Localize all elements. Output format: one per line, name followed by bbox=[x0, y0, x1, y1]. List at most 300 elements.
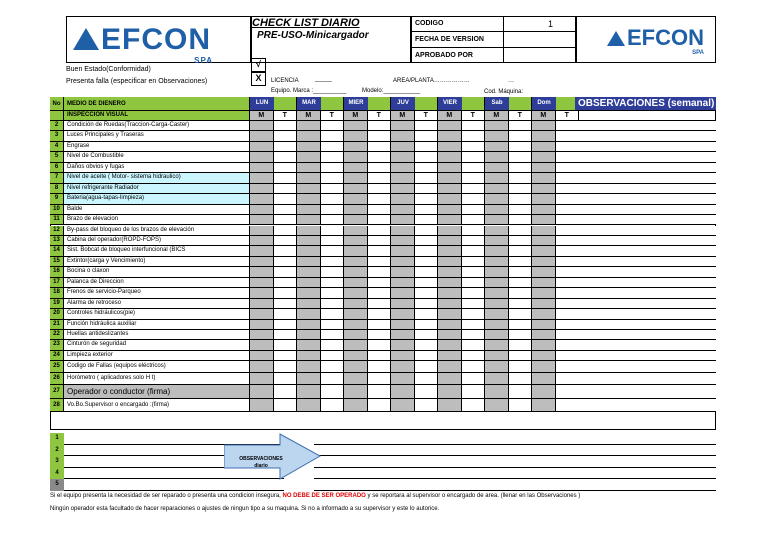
check-cell-m[interactable] bbox=[250, 184, 274, 193]
check-cell-t[interactable] bbox=[415, 340, 439, 349]
check-cell-t[interactable] bbox=[509, 163, 533, 172]
check-cell-t[interactable] bbox=[274, 267, 298, 276]
check-cell-t[interactable] bbox=[509, 184, 533, 193]
check-cell-m[interactable] bbox=[391, 215, 415, 224]
check-cell-t[interactable] bbox=[274, 142, 298, 151]
check-cell-t[interactable] bbox=[368, 173, 392, 182]
check-cell-m[interactable] bbox=[485, 361, 509, 372]
check-cell-m[interactable] bbox=[391, 142, 415, 151]
check-cell-m[interactable] bbox=[344, 267, 368, 276]
check-cell-m[interactable] bbox=[250, 385, 274, 398]
check-cell-m[interactable] bbox=[391, 121, 415, 130]
check-cell-m[interactable] bbox=[485, 194, 509, 203]
check-cell-t[interactable] bbox=[368, 152, 392, 161]
check-cell-m[interactable] bbox=[344, 309, 368, 318]
check-cell-m[interactable] bbox=[250, 351, 274, 360]
check-cell-m[interactable] bbox=[297, 330, 321, 339]
observation-cell[interactable] bbox=[575, 278, 716, 287]
check-cell-m[interactable] bbox=[297, 340, 321, 349]
check-cell-t[interactable] bbox=[509, 121, 533, 130]
check-cell-m[interactable] bbox=[297, 194, 321, 203]
check-cell-m[interactable] bbox=[250, 320, 274, 329]
observation-cell[interactable] bbox=[575, 373, 716, 384]
check-cell-t[interactable] bbox=[274, 351, 298, 360]
check-cell-m[interactable] bbox=[485, 299, 509, 308]
check-cell-m[interactable] bbox=[250, 215, 274, 224]
check-cell-t[interactable] bbox=[415, 163, 439, 172]
check-cell-t[interactable] bbox=[321, 399, 345, 411]
check-cell-m[interactable] bbox=[438, 194, 462, 203]
check-cell-t[interactable] bbox=[509, 340, 533, 349]
check-cell-t[interactable] bbox=[274, 399, 298, 411]
check-cell-t[interactable] bbox=[368, 236, 392, 245]
check-cell-t[interactable] bbox=[462, 121, 486, 130]
check-cell-t[interactable] bbox=[368, 205, 392, 214]
check-cell-m[interactable] bbox=[391, 399, 415, 411]
observation-cell[interactable] bbox=[575, 257, 716, 266]
check-cell-m[interactable] bbox=[485, 278, 509, 287]
check-cell-m[interactable] bbox=[250, 288, 274, 297]
check-cell-t[interactable] bbox=[415, 184, 439, 193]
check-cell-m[interactable] bbox=[438, 340, 462, 349]
check-cell-t[interactable] bbox=[368, 278, 392, 287]
check-cell-m[interactable] bbox=[532, 184, 556, 193]
check-cell-m[interactable] bbox=[250, 226, 274, 235]
check-cell-m[interactable] bbox=[485, 142, 509, 151]
check-cell-m[interactable] bbox=[485, 351, 509, 360]
check-cell-m[interactable] bbox=[485, 373, 509, 384]
check-cell-m[interactable] bbox=[532, 226, 556, 235]
check-cell-t[interactable] bbox=[462, 131, 486, 140]
check-cell-m[interactable] bbox=[344, 361, 368, 372]
check-cell-m[interactable] bbox=[438, 299, 462, 308]
check-cell-m[interactable] bbox=[297, 173, 321, 182]
check-cell-m[interactable] bbox=[250, 142, 274, 151]
check-cell-t[interactable] bbox=[368, 194, 392, 203]
check-cell-m[interactable] bbox=[485, 163, 509, 172]
check-cell-m[interactable] bbox=[532, 194, 556, 203]
check-cell-m[interactable] bbox=[485, 288, 509, 297]
check-cell-t[interactable] bbox=[462, 246, 486, 255]
check-cell-m[interactable] bbox=[344, 320, 368, 329]
check-cell-m[interactable] bbox=[344, 257, 368, 266]
check-cell-t[interactable] bbox=[509, 205, 533, 214]
check-cell-t[interactable] bbox=[321, 205, 345, 214]
check-cell-m[interactable] bbox=[297, 288, 321, 297]
check-cell-t[interactable] bbox=[415, 373, 439, 384]
check-cell-t[interactable] bbox=[509, 173, 533, 182]
check-cell-t[interactable] bbox=[415, 299, 439, 308]
check-cell-m[interactable] bbox=[297, 163, 321, 172]
check-cell-t[interactable] bbox=[462, 205, 486, 214]
check-cell-m[interactable] bbox=[438, 205, 462, 214]
check-cell-m[interactable] bbox=[344, 278, 368, 287]
check-cell-m[interactable] bbox=[344, 215, 368, 224]
check-cell-m[interactable] bbox=[297, 142, 321, 151]
observation-cell[interactable] bbox=[575, 385, 716, 398]
check-cell-m[interactable] bbox=[344, 131, 368, 140]
check-cell-m[interactable] bbox=[297, 205, 321, 214]
check-cell-m[interactable] bbox=[485, 226, 509, 235]
check-cell-t[interactable] bbox=[321, 299, 345, 308]
check-cell-m[interactable] bbox=[250, 330, 274, 339]
check-cell-t[interactable] bbox=[415, 309, 439, 318]
check-cell-m[interactable] bbox=[532, 121, 556, 130]
check-cell-m[interactable] bbox=[532, 320, 556, 329]
check-cell-m[interactable] bbox=[344, 399, 368, 411]
check-cell-m[interactable] bbox=[532, 246, 556, 255]
check-cell-t[interactable] bbox=[462, 351, 486, 360]
check-cell-t[interactable] bbox=[462, 236, 486, 245]
check-cell-m[interactable] bbox=[297, 226, 321, 235]
check-cell-t[interactable] bbox=[368, 226, 392, 235]
check-cell-m[interactable] bbox=[532, 299, 556, 308]
check-cell-m[interactable] bbox=[438, 361, 462, 372]
check-cell-m[interactable] bbox=[391, 385, 415, 398]
check-cell-m[interactable] bbox=[438, 288, 462, 297]
check-cell-m[interactable] bbox=[391, 194, 415, 203]
check-cell-t[interactable] bbox=[415, 278, 439, 287]
check-cell-t[interactable] bbox=[509, 288, 533, 297]
check-cell-t[interactable] bbox=[462, 152, 486, 161]
observation-cell[interactable] bbox=[575, 309, 716, 318]
check-cell-t[interactable] bbox=[415, 385, 439, 398]
check-cell-m[interactable] bbox=[250, 236, 274, 245]
check-cell-m[interactable] bbox=[532, 173, 556, 182]
check-cell-m[interactable] bbox=[532, 309, 556, 318]
check-cell-t[interactable] bbox=[321, 226, 345, 235]
check-cell-m[interactable] bbox=[344, 236, 368, 245]
observation-cell[interactable] bbox=[575, 163, 716, 172]
check-cell-t[interactable] bbox=[509, 373, 533, 384]
check-cell-m[interactable] bbox=[438, 226, 462, 235]
check-cell-t[interactable] bbox=[462, 163, 486, 172]
check-cell-m[interactable] bbox=[391, 299, 415, 308]
check-cell-m[interactable] bbox=[250, 257, 274, 266]
check-cell-m[interactable] bbox=[297, 152, 321, 161]
observation-cell[interactable] bbox=[575, 299, 716, 308]
check-cell-m[interactable] bbox=[532, 152, 556, 161]
check-cell-t[interactable] bbox=[462, 184, 486, 193]
check-cell-t[interactable] bbox=[321, 236, 345, 245]
check-cell-m[interactable] bbox=[532, 163, 556, 172]
check-cell-m[interactable] bbox=[485, 205, 509, 214]
check-cell-t[interactable] bbox=[321, 361, 345, 372]
check-cell-t[interactable] bbox=[368, 320, 392, 329]
check-cell-t[interactable] bbox=[274, 121, 298, 130]
check-cell-m[interactable] bbox=[250, 299, 274, 308]
check-cell-m[interactable] bbox=[391, 288, 415, 297]
check-cell-m[interactable] bbox=[485, 131, 509, 140]
check-cell-m[interactable] bbox=[532, 399, 556, 411]
check-cell-m[interactable] bbox=[532, 330, 556, 339]
check-cell-t[interactable] bbox=[321, 320, 345, 329]
check-cell-t[interactable] bbox=[415, 194, 439, 203]
observation-cell[interactable] bbox=[575, 340, 716, 349]
check-cell-m[interactable] bbox=[250, 205, 274, 214]
check-cell-t[interactable] bbox=[415, 131, 439, 140]
check-cell-t[interactable] bbox=[415, 351, 439, 360]
check-cell-m[interactable] bbox=[297, 121, 321, 130]
check-cell-t[interactable] bbox=[321, 163, 345, 172]
check-cell-t[interactable] bbox=[274, 184, 298, 193]
check-cell-t[interactable] bbox=[321, 267, 345, 276]
check-cell-m[interactable] bbox=[250, 131, 274, 140]
check-cell-m[interactable] bbox=[438, 163, 462, 172]
check-cell-m[interactable] bbox=[532, 288, 556, 297]
check-cell-m[interactable] bbox=[344, 163, 368, 172]
check-cell-m[interactable] bbox=[250, 121, 274, 130]
check-cell-m[interactable] bbox=[344, 288, 368, 297]
check-cell-t[interactable] bbox=[509, 131, 533, 140]
check-cell-m[interactable] bbox=[485, 121, 509, 130]
check-cell-m[interactable] bbox=[344, 194, 368, 203]
check-cell-m[interactable] bbox=[297, 385, 321, 398]
check-cell-t[interactable] bbox=[415, 205, 439, 214]
check-cell-t[interactable] bbox=[415, 121, 439, 130]
check-cell-m[interactable] bbox=[297, 215, 321, 224]
check-cell-m[interactable] bbox=[485, 173, 509, 182]
check-cell-m[interactable] bbox=[344, 351, 368, 360]
check-cell-m[interactable] bbox=[344, 246, 368, 255]
check-cell-m[interactable] bbox=[297, 361, 321, 372]
check-cell-m[interactable] bbox=[391, 330, 415, 339]
check-cell-t[interactable] bbox=[462, 309, 486, 318]
check-cell-t[interactable] bbox=[274, 226, 298, 235]
check-cell-t[interactable] bbox=[368, 330, 392, 339]
check-cell-t[interactable] bbox=[368, 351, 392, 360]
check-cell-t[interactable] bbox=[368, 299, 392, 308]
observation-cell[interactable] bbox=[575, 131, 716, 140]
check-cell-t[interactable] bbox=[274, 299, 298, 308]
check-cell-t[interactable] bbox=[509, 194, 533, 203]
check-cell-m[interactable] bbox=[438, 246, 462, 255]
check-cell-m[interactable] bbox=[344, 205, 368, 214]
check-cell-m[interactable] bbox=[391, 340, 415, 349]
check-cell-t[interactable] bbox=[368, 385, 392, 398]
check-cell-m[interactable] bbox=[297, 320, 321, 329]
check-cell-m[interactable] bbox=[438, 236, 462, 245]
check-cell-m[interactable] bbox=[532, 205, 556, 214]
check-cell-t[interactable] bbox=[321, 184, 345, 193]
check-cell-m[interactable] bbox=[438, 142, 462, 151]
check-cell-m[interactable] bbox=[485, 267, 509, 276]
check-cell-t[interactable] bbox=[415, 142, 439, 151]
observation-cell[interactable] bbox=[575, 173, 716, 182]
check-cell-t[interactable] bbox=[415, 215, 439, 224]
check-cell-m[interactable] bbox=[532, 267, 556, 276]
check-cell-m[interactable] bbox=[344, 299, 368, 308]
check-cell-t[interactable] bbox=[274, 330, 298, 339]
check-cell-m[interactable] bbox=[438, 215, 462, 224]
check-cell-m[interactable] bbox=[438, 351, 462, 360]
check-cell-m[interactable] bbox=[485, 385, 509, 398]
check-cell-t[interactable] bbox=[368, 163, 392, 172]
check-cell-t[interactable] bbox=[321, 385, 345, 398]
check-cell-t[interactable] bbox=[321, 246, 345, 255]
check-cell-t[interactable] bbox=[274, 361, 298, 372]
observation-cell[interactable] bbox=[575, 330, 716, 339]
check-cell-t[interactable] bbox=[321, 278, 345, 287]
observation-cell[interactable] bbox=[575, 320, 716, 329]
check-cell-t[interactable] bbox=[509, 257, 533, 266]
check-cell-m[interactable] bbox=[438, 131, 462, 140]
check-cell-m[interactable] bbox=[485, 399, 509, 411]
check-cell-m[interactable] bbox=[438, 309, 462, 318]
check-cell-m[interactable] bbox=[250, 163, 274, 172]
check-cell-m[interactable] bbox=[391, 361, 415, 372]
check-cell-t[interactable] bbox=[415, 173, 439, 182]
check-cell-t[interactable] bbox=[321, 152, 345, 161]
check-cell-m[interactable] bbox=[297, 299, 321, 308]
check-cell-t[interactable] bbox=[509, 309, 533, 318]
check-cell-m[interactable] bbox=[297, 246, 321, 255]
check-cell-t[interactable] bbox=[462, 361, 486, 372]
check-cell-t[interactable] bbox=[274, 173, 298, 182]
check-cell-t[interactable] bbox=[462, 278, 486, 287]
check-cell-m[interactable] bbox=[297, 184, 321, 193]
observation-cell[interactable] bbox=[575, 288, 716, 297]
check-cell-m[interactable] bbox=[532, 236, 556, 245]
check-cell-t[interactable] bbox=[274, 236, 298, 245]
check-cell-m[interactable] bbox=[391, 278, 415, 287]
check-cell-t[interactable] bbox=[462, 340, 486, 349]
check-cell-m[interactable] bbox=[438, 278, 462, 287]
check-cell-t[interactable] bbox=[509, 246, 533, 255]
check-cell-m[interactable] bbox=[250, 399, 274, 411]
check-cell-t[interactable] bbox=[274, 320, 298, 329]
check-cell-m[interactable] bbox=[391, 226, 415, 235]
check-cell-t[interactable] bbox=[462, 194, 486, 203]
check-cell-m[interactable] bbox=[438, 121, 462, 130]
check-cell-t[interactable] bbox=[321, 142, 345, 151]
check-cell-t[interactable] bbox=[462, 173, 486, 182]
check-cell-t[interactable] bbox=[462, 330, 486, 339]
observation-cell[interactable] bbox=[575, 361, 716, 372]
check-cell-m[interactable] bbox=[250, 152, 274, 161]
check-cell-t[interactable] bbox=[462, 142, 486, 151]
check-cell-m[interactable] bbox=[250, 246, 274, 255]
observation-cell[interactable] bbox=[575, 194, 716, 203]
check-cell-m[interactable] bbox=[344, 385, 368, 398]
check-cell-m[interactable] bbox=[532, 131, 556, 140]
check-cell-m[interactable] bbox=[250, 173, 274, 182]
check-cell-t[interactable] bbox=[415, 330, 439, 339]
check-cell-t[interactable] bbox=[462, 267, 486, 276]
check-cell-t[interactable] bbox=[274, 163, 298, 172]
check-cell-t[interactable] bbox=[368, 131, 392, 140]
check-cell-m[interactable] bbox=[532, 278, 556, 287]
check-cell-m[interactable] bbox=[297, 399, 321, 411]
check-cell-m[interactable] bbox=[485, 215, 509, 224]
observation-cell[interactable] bbox=[575, 226, 716, 235]
check-cell-m[interactable] bbox=[391, 184, 415, 193]
check-cell-m[interactable] bbox=[344, 373, 368, 384]
check-cell-t[interactable] bbox=[509, 320, 533, 329]
observation-cell[interactable] bbox=[575, 215, 716, 224]
observation-cell[interactable] bbox=[575, 351, 716, 360]
check-cell-t[interactable] bbox=[415, 257, 439, 266]
check-cell-m[interactable] bbox=[485, 330, 509, 339]
check-cell-m[interactable] bbox=[250, 267, 274, 276]
check-cell-m[interactable] bbox=[391, 205, 415, 214]
check-cell-t[interactable] bbox=[368, 121, 392, 130]
observation-cell[interactable] bbox=[575, 399, 716, 411]
check-cell-m[interactable] bbox=[532, 351, 556, 360]
check-cell-t[interactable] bbox=[415, 288, 439, 297]
check-cell-t[interactable] bbox=[321, 131, 345, 140]
check-cell-m[interactable] bbox=[485, 309, 509, 318]
check-cell-t[interactable] bbox=[509, 278, 533, 287]
check-cell-t[interactable] bbox=[462, 399, 486, 411]
check-cell-m[interactable] bbox=[344, 226, 368, 235]
check-cell-t[interactable] bbox=[509, 226, 533, 235]
observation-cell[interactable] bbox=[575, 142, 716, 151]
check-cell-m[interactable] bbox=[438, 152, 462, 161]
check-cell-m[interactable] bbox=[391, 257, 415, 266]
check-cell-m[interactable] bbox=[391, 373, 415, 384]
check-cell-m[interactable] bbox=[438, 184, 462, 193]
check-cell-m[interactable] bbox=[391, 267, 415, 276]
check-cell-m[interactable] bbox=[344, 184, 368, 193]
check-cell-m[interactable] bbox=[391, 236, 415, 245]
check-cell-m[interactable] bbox=[297, 309, 321, 318]
check-cell-m[interactable] bbox=[250, 373, 274, 384]
check-cell-t[interactable] bbox=[274, 131, 298, 140]
check-cell-t[interactable] bbox=[368, 257, 392, 266]
check-cell-m[interactable] bbox=[344, 142, 368, 151]
check-cell-m[interactable] bbox=[250, 340, 274, 349]
check-cell-t[interactable] bbox=[509, 399, 533, 411]
check-cell-m[interactable] bbox=[438, 373, 462, 384]
check-cell-t[interactable] bbox=[274, 278, 298, 287]
check-cell-m[interactable] bbox=[438, 385, 462, 398]
check-cell-m[interactable] bbox=[297, 236, 321, 245]
check-cell-t[interactable] bbox=[415, 246, 439, 255]
observation-underline-right[interactable] bbox=[314, 490, 716, 491]
check-cell-m[interactable] bbox=[344, 152, 368, 161]
check-cell-t[interactable] bbox=[321, 121, 345, 130]
observation-cell[interactable] bbox=[575, 152, 716, 161]
check-cell-t[interactable] bbox=[368, 373, 392, 384]
check-cell-t[interactable] bbox=[462, 257, 486, 266]
check-cell-m[interactable] bbox=[532, 340, 556, 349]
check-cell-m[interactable] bbox=[344, 121, 368, 130]
check-cell-m[interactable] bbox=[391, 351, 415, 360]
check-cell-t[interactable] bbox=[368, 246, 392, 255]
check-cell-t[interactable] bbox=[509, 361, 533, 372]
check-cell-t[interactable] bbox=[462, 373, 486, 384]
check-cell-t[interactable] bbox=[321, 257, 345, 266]
check-cell-m[interactable] bbox=[391, 131, 415, 140]
check-cell-t[interactable] bbox=[274, 309, 298, 318]
check-cell-t[interactable] bbox=[321, 309, 345, 318]
check-cell-t[interactable] bbox=[368, 142, 392, 151]
check-cell-t[interactable] bbox=[462, 320, 486, 329]
check-cell-m[interactable] bbox=[391, 152, 415, 161]
check-cell-m[interactable] bbox=[438, 173, 462, 182]
observation-cell[interactable] bbox=[575, 267, 716, 276]
observation-cell[interactable] bbox=[575, 184, 716, 193]
check-cell-t[interactable] bbox=[368, 184, 392, 193]
check-cell-t[interactable] bbox=[274, 194, 298, 203]
check-cell-m[interactable] bbox=[391, 163, 415, 172]
check-cell-m[interactable] bbox=[344, 330, 368, 339]
check-cell-t[interactable] bbox=[368, 361, 392, 372]
check-cell-t[interactable] bbox=[509, 330, 533, 339]
check-cell-m[interactable] bbox=[438, 330, 462, 339]
check-cell-m[interactable] bbox=[344, 173, 368, 182]
